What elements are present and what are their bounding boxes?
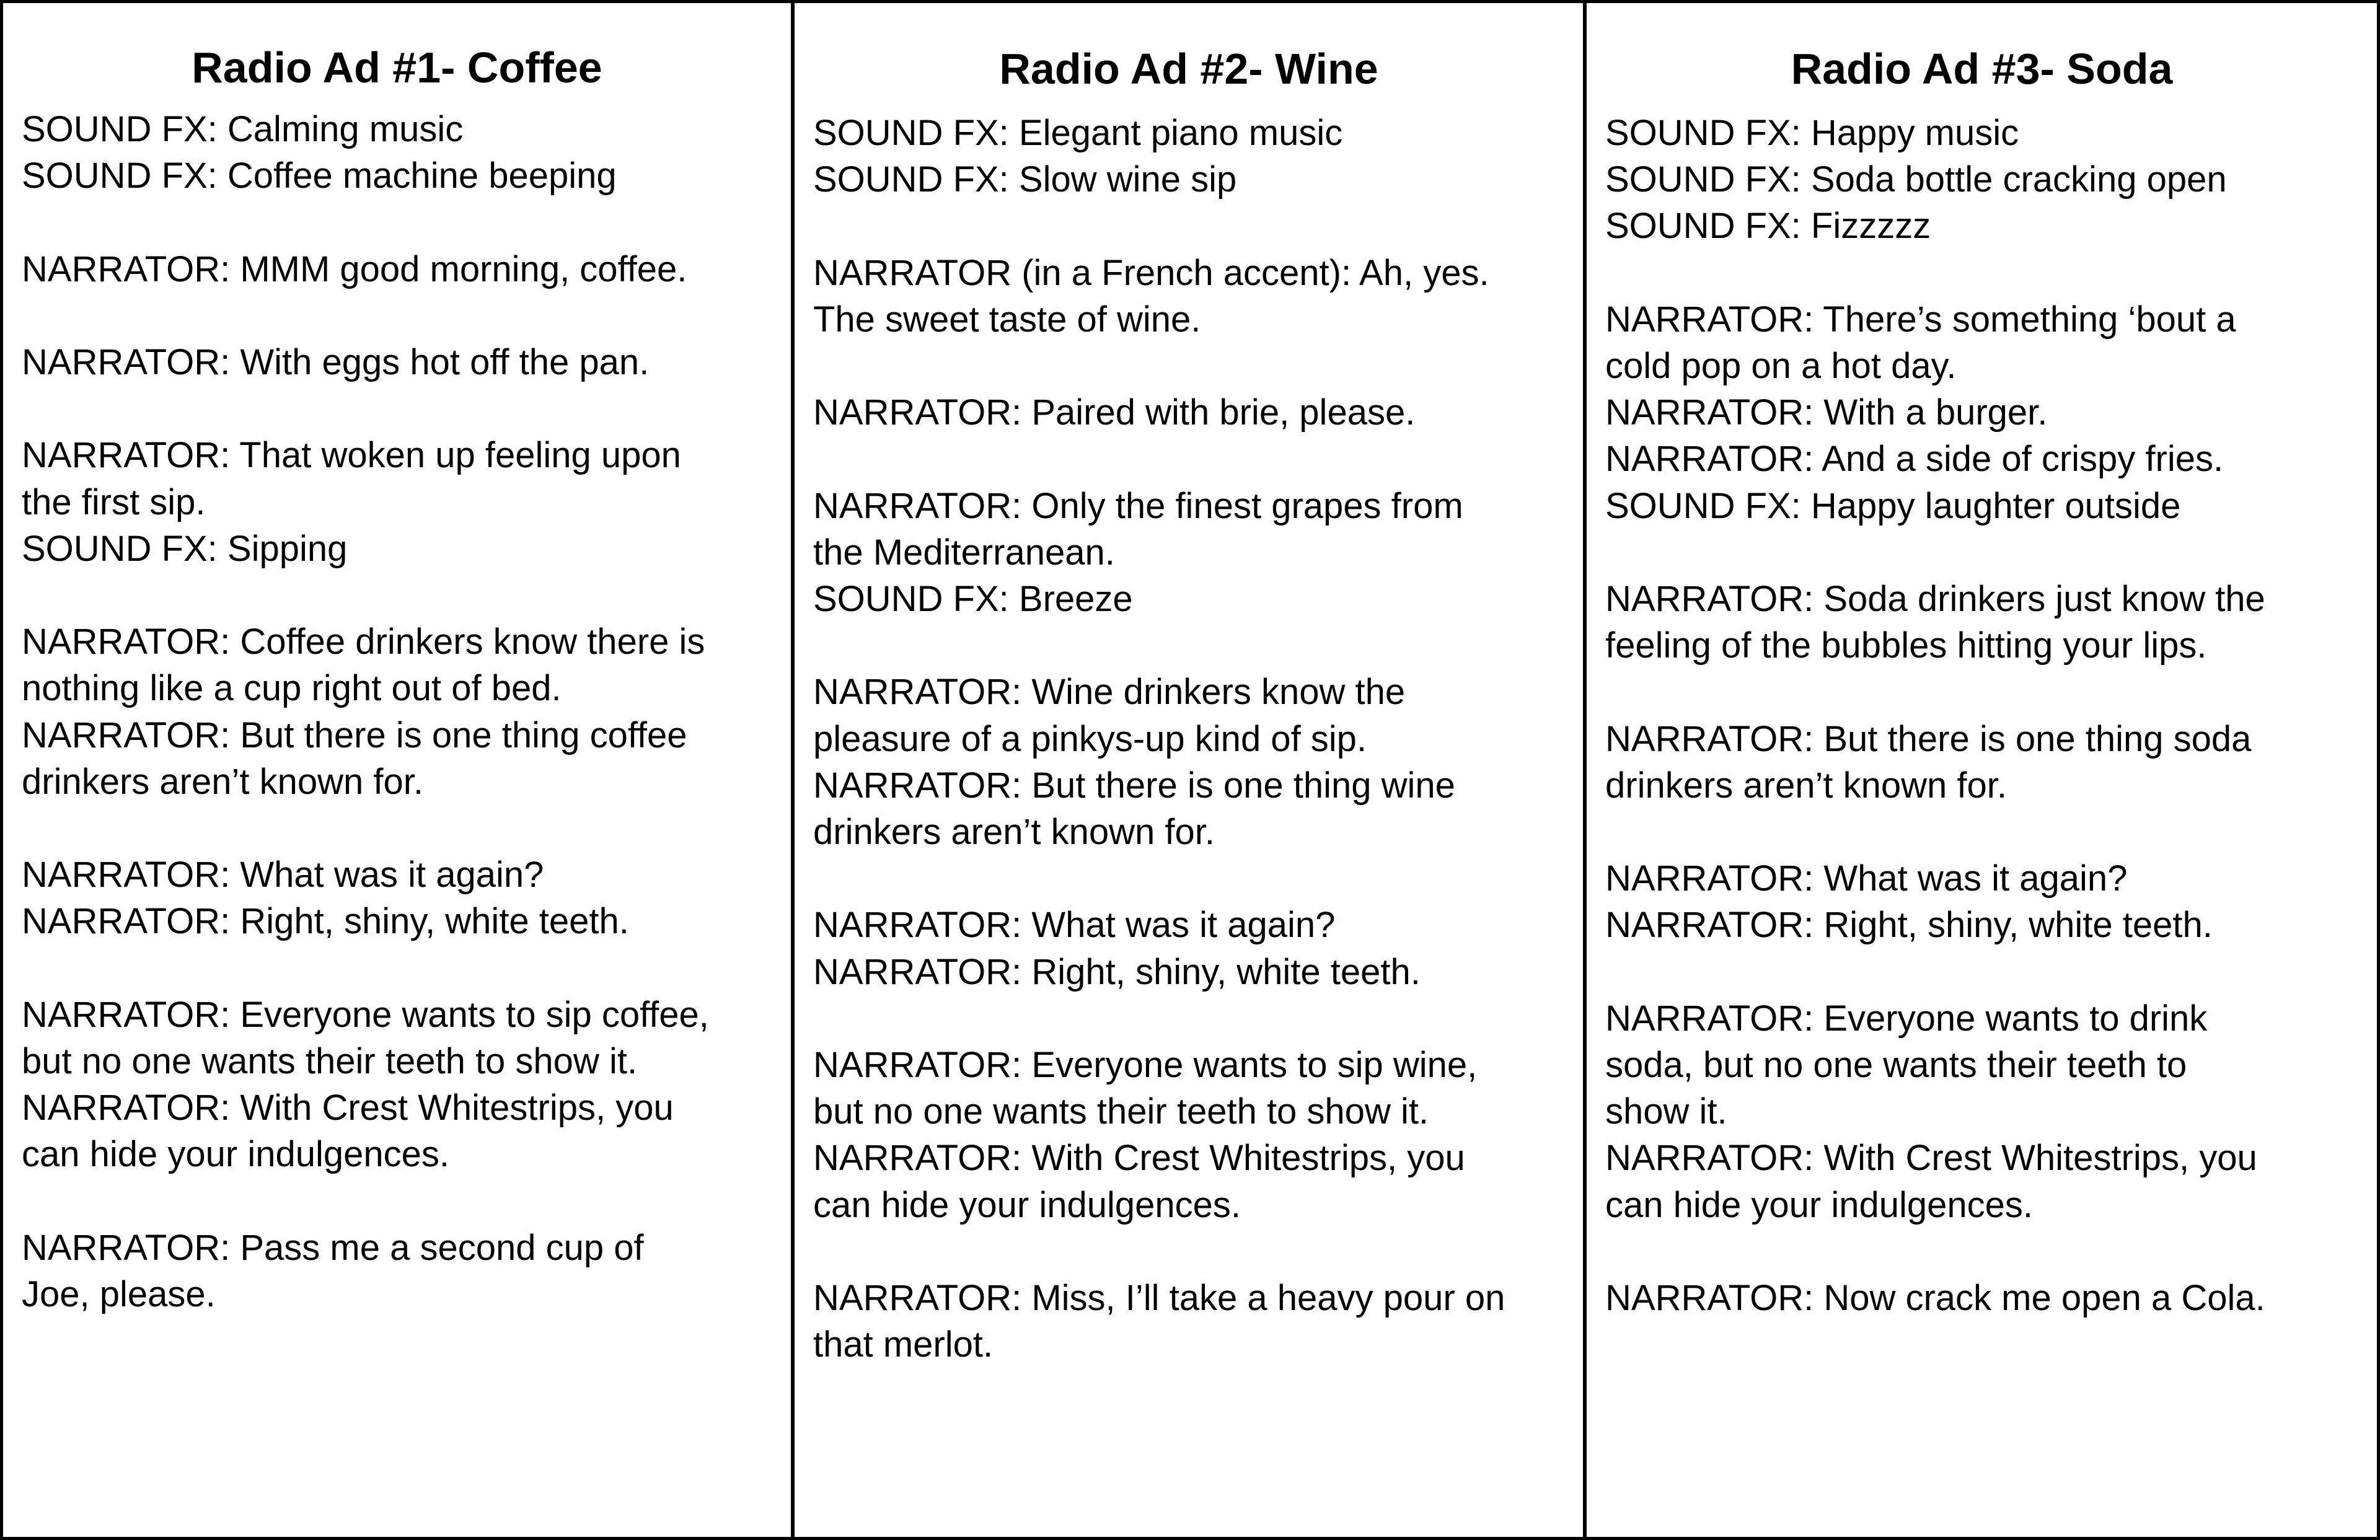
script-line: NARRATOR: Now crack me open a Cola. (1605, 1277, 2265, 1318)
script-line: NARRATOR: With Crest Whitestrips, you (22, 1088, 674, 1129)
blank-line (22, 805, 772, 851)
blank-line (22, 385, 772, 432)
blank-line (813, 1228, 1564, 1275)
blank-line (1605, 669, 2358, 715)
coffee-ad-column (3, 3, 795, 1537)
script-line: can hide your indulgences. (22, 1134, 450, 1175)
script-line: NARRATOR: What was it again? (813, 905, 1336, 946)
blank-line (1605, 1228, 2358, 1275)
script-line: soda, but no one wants their teeth to (1605, 1044, 2187, 1085)
blank-line (22, 199, 772, 245)
script-line: SOUND FX: Sipping (22, 528, 348, 569)
script-line: Joe, please. (22, 1274, 216, 1314)
soda-ad-title: Radio Ad #3- Soda (1791, 45, 2173, 93)
script-line: NARRATOR: Soda drinkers just know the (1605, 579, 2265, 619)
blank-line (1605, 949, 2358, 995)
script-line: SOUND FX: Happy music (1605, 113, 2019, 153)
script-line: SOUND FX: Fizzzzz (1605, 206, 1931, 247)
script-line: NARRATOR: Coffee drinkers know there is (22, 622, 705, 662)
script-line: SOUND FX: Soda bottle cracking open (1605, 159, 2227, 200)
script-line: NARRATOR: Paired with brie, please. (813, 392, 1416, 433)
script-line: NARRATOR: Right, shiny, white teeth. (813, 951, 1421, 992)
script-line: nothing like a cup right out of bed. (22, 668, 562, 709)
script-line: but no one wants their teeth to show it. (22, 1041, 638, 1081)
script-line: NARRATOR: Right, shiny, white teeth. (1605, 905, 2213, 946)
script-line: NARRATOR: Wine drinkers know the (813, 672, 1406, 713)
script-line: NARRATOR: Everyone wants to sip coffee, (22, 994, 709, 1035)
soda-ad-column (1587, 3, 2377, 1537)
script-line: NARRATOR: But there is one thing wine (813, 765, 1455, 806)
script-line: pleasure of a pinkys-up kind of sip. (813, 718, 1367, 759)
blank-line (22, 572, 772, 618)
script-line: NARRATOR: With eggs hot off the pan. (22, 341, 650, 382)
script-line: the Mediterranean. (813, 532, 1115, 573)
script-line: NARRATOR: With a burger. (1605, 392, 2048, 433)
coffee-ad-script (22, 106, 772, 1318)
script-line: but no one wants their teeth to show it. (813, 1091, 1429, 1132)
blank-line (1605, 250, 2358, 296)
coffee-ad-title: Radio Ad #1- Coffee (192, 43, 602, 92)
script-line: drinkers aren’t known for. (22, 761, 423, 802)
blank-line (22, 293, 772, 339)
script-line: can hide your indulgences. (813, 1184, 1241, 1225)
script-line: SOUND FX: Coffee machine beeping (22, 156, 617, 196)
script-line: drinkers aren’t known for. (813, 811, 1215, 852)
script-line: NARRATOR: Everyone wants to drink (1605, 998, 2208, 1039)
script-line: can hide your indulgences. (1605, 1184, 2034, 1225)
blank-line (22, 1178, 772, 1225)
script-line: feeling of the bubbles hitting your lips. (1605, 625, 2207, 666)
script-line: NARRATOR: What was it again? (1605, 858, 2128, 899)
script-line: The sweet taste of wine. (813, 299, 1201, 340)
script-line: that merlot. (813, 1324, 994, 1365)
script-line: show it. (1605, 1091, 1727, 1132)
script-line: SOUND FX: Breeze (813, 578, 1133, 619)
blank-line (813, 203, 1564, 249)
blank-line (1605, 529, 2358, 576)
script-line: NARRATOR: What was it again? (22, 855, 544, 895)
script-line: NARRATOR: With Crest Whitestrips, you (1605, 1138, 2257, 1179)
blank-line (813, 436, 1564, 482)
wine-ad-script (813, 110, 1564, 1368)
script-line: cold pop on a hot day. (1605, 346, 1957, 386)
script-line: SOUND FX: Calming music (22, 109, 464, 149)
blank-line (813, 995, 1564, 1042)
script-line: NARRATOR: And a side of crispy fries. (1605, 439, 2224, 480)
wine-ad-column (795, 3, 1587, 1537)
script-line: SOUND FX: Happy laughter outside (1605, 485, 2181, 526)
script-line: NARRATOR: Miss, I’ll take a heavy pour on (813, 1277, 1505, 1318)
script-line: NARRATOR: Right, shiny, white teeth. (22, 901, 629, 942)
script-line: drinkers aren’t known for. (1605, 765, 2007, 806)
script-line: NARRATOR: There’s something ‘bout a (1605, 299, 2236, 340)
script-line: NARRATOR: That woken up feeling upon (22, 435, 681, 476)
script-line: SOUND FX: Slow wine sip (813, 159, 1237, 200)
script-line: NARRATOR: Everyone wants to sip wine, (813, 1044, 1478, 1085)
wine-ad-title: Radio Ad #2- Wine (999, 45, 1378, 93)
script-line: NARRATOR: With Crest Whitestrips, you (813, 1138, 1465, 1179)
script-line: NARRATOR: MMM good morning, coffee. (22, 249, 687, 289)
blank-line (813, 855, 1564, 902)
script-line: the first sip. (22, 482, 206, 522)
blank-line (1605, 809, 2358, 855)
script-line: NARRATOR: But there is one thing coffee (22, 715, 687, 755)
script-line: NARRATOR: But there is one thing soda (1605, 718, 2252, 759)
blank-line (813, 343, 1564, 389)
script-line: NARRATOR: Pass me a second cup of (22, 1227, 644, 1268)
blank-line (22, 945, 772, 992)
script-line: NARRATOR: Only the finest grapes from (813, 485, 1463, 526)
soda-ad-script (1605, 110, 2358, 1321)
script-line: NARRATOR (in a French accent): Ah, yes. (813, 252, 1489, 293)
script-line: SOUND FX: Elegant piano music (813, 113, 1343, 153)
blank-line (813, 622, 1564, 669)
